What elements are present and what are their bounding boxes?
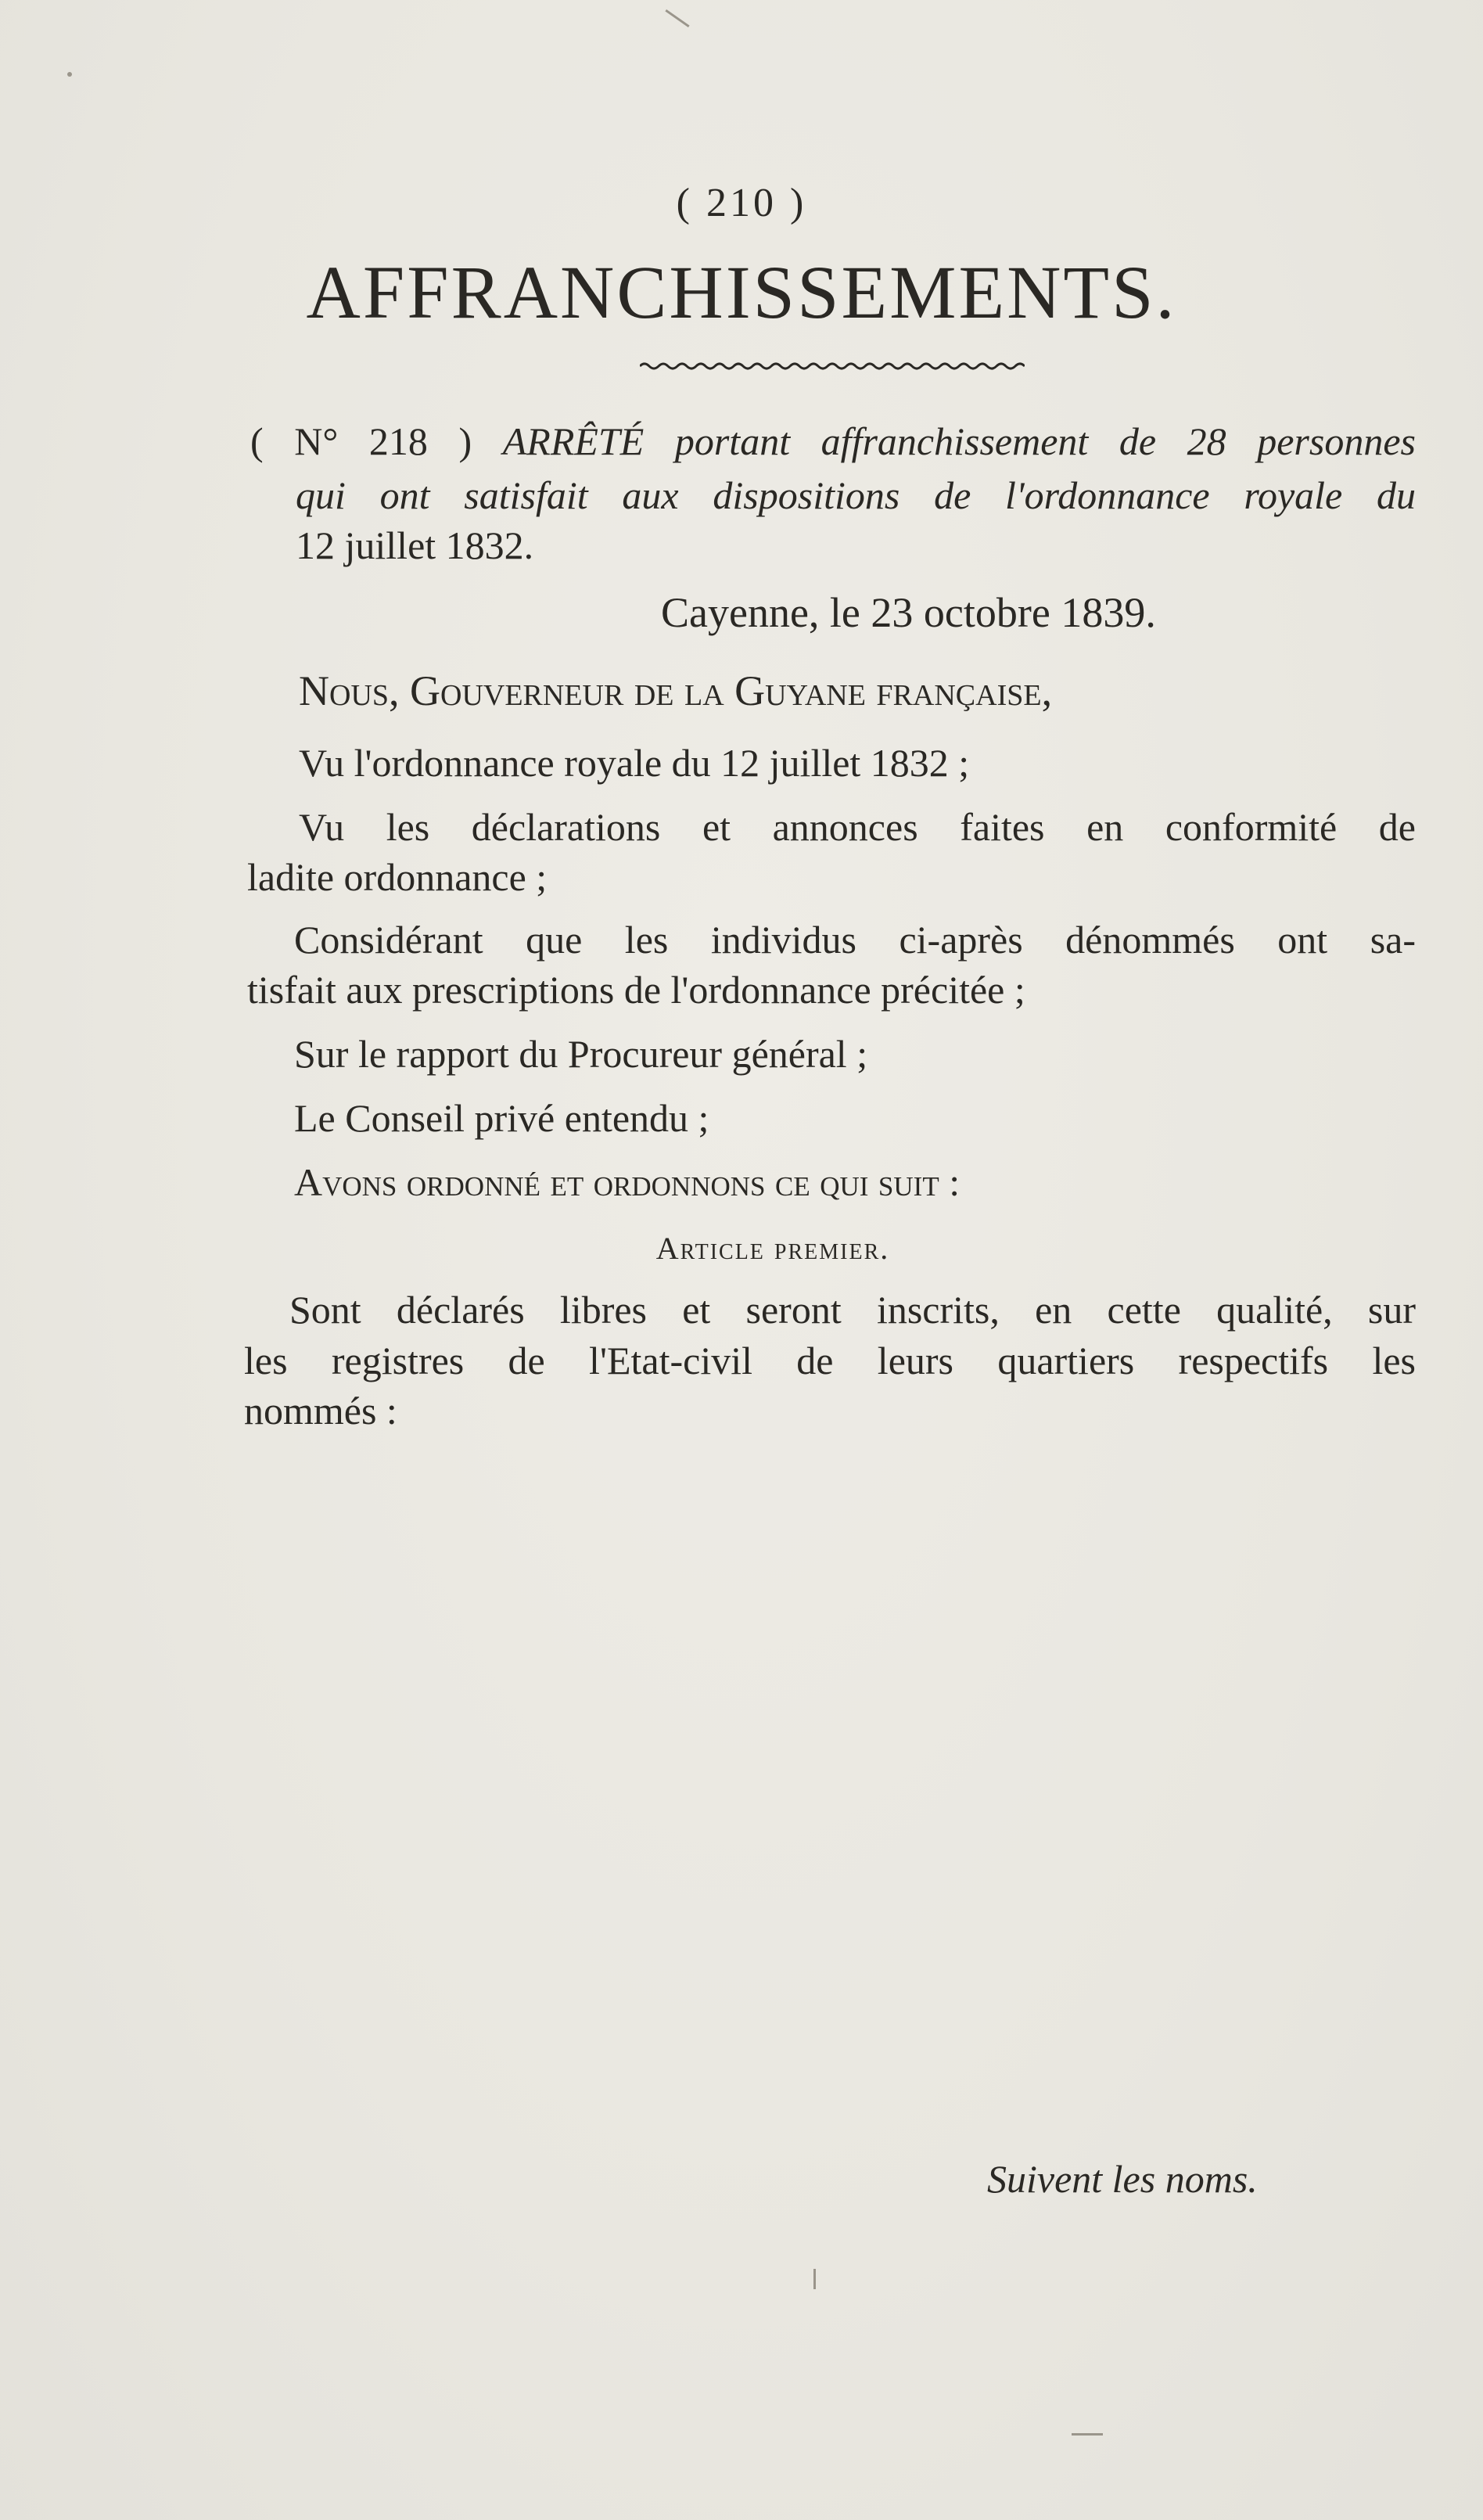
paragraph-sont-declares-line-3: nommés :: [244, 1389, 397, 1433]
paragraph-vu-ordonnance: Vu l'ordonnance royale du 12 juillet 1832 ;: [299, 741, 970, 785]
decree-number: ( N° 218 ): [250, 419, 472, 463]
decorative-rule: [640, 361, 1025, 371]
scan-mark: [665, 9, 689, 27]
place-date: Cayenne, le 23 octobre 1839.: [661, 589, 1156, 636]
decree-heading-text-3: 12 juillet 1832.: [296, 523, 534, 567]
decree-heading-line-1: [250, 419, 1416, 464]
paragraph-avons: Avons ordonné et ordonnons ce qui suit :: [294, 1160, 961, 1204]
paragraph-vu-declarations-line-1: Vu les déclarations et annonces faites en conformité de: [299, 805, 1416, 849]
paragraph-vu-declarations-line-2: ladite ordonnance ;: [247, 855, 548, 899]
scan-mark: [67, 72, 72, 77]
paragraph-rapport: Sur le rapport du Procureur général ;: [294, 1032, 868, 1076]
catchline: Suivent les noms.: [987, 2157, 1258, 2201]
preamble-nous: Nous, Gouverneur de la Guyane française,: [299, 667, 1053, 714]
paragraph-sont-declares-line-1: Sont déclarés libres et seront inscrits, en cette qualité, sur: [289, 1288, 1416, 1332]
paragraph-considerant-line-2: tisfait aux prescriptions de l'ordonnance précitée ;: [247, 968, 1025, 1012]
scan-mark: [813, 2269, 816, 2289]
scan-mark: [1072, 2433, 1103, 2436]
decree-heading-line-3: [296, 523, 533, 568]
page-number: ( 210 ): [676, 181, 807, 225]
paragraph-sont-declares-line-2: les registres de l'Etat-civil de leurs quartiers respectifs les: [244, 1339, 1416, 1382]
page-title: AFFRANCHISSEMENTS.: [306, 250, 1177, 334]
article-heading: Article premier.: [655, 1231, 890, 1266]
decree-heading-line-2: [296, 473, 1416, 518]
paragraph-conseil: Le Conseil privé entendu ;: [294, 1096, 709, 1140]
paragraph-considerant-line-1: Considérant que les individus ci-après dénommés ont sa-: [294, 918, 1416, 962]
decree-heading-text-2: qui ont satisfait aux dispositions de l'ordonnance royale du: [296, 473, 1416, 517]
decree-heading-text-1: ARRÊTÉ portant affranchissement de 28 personnes: [502, 419, 1417, 463]
